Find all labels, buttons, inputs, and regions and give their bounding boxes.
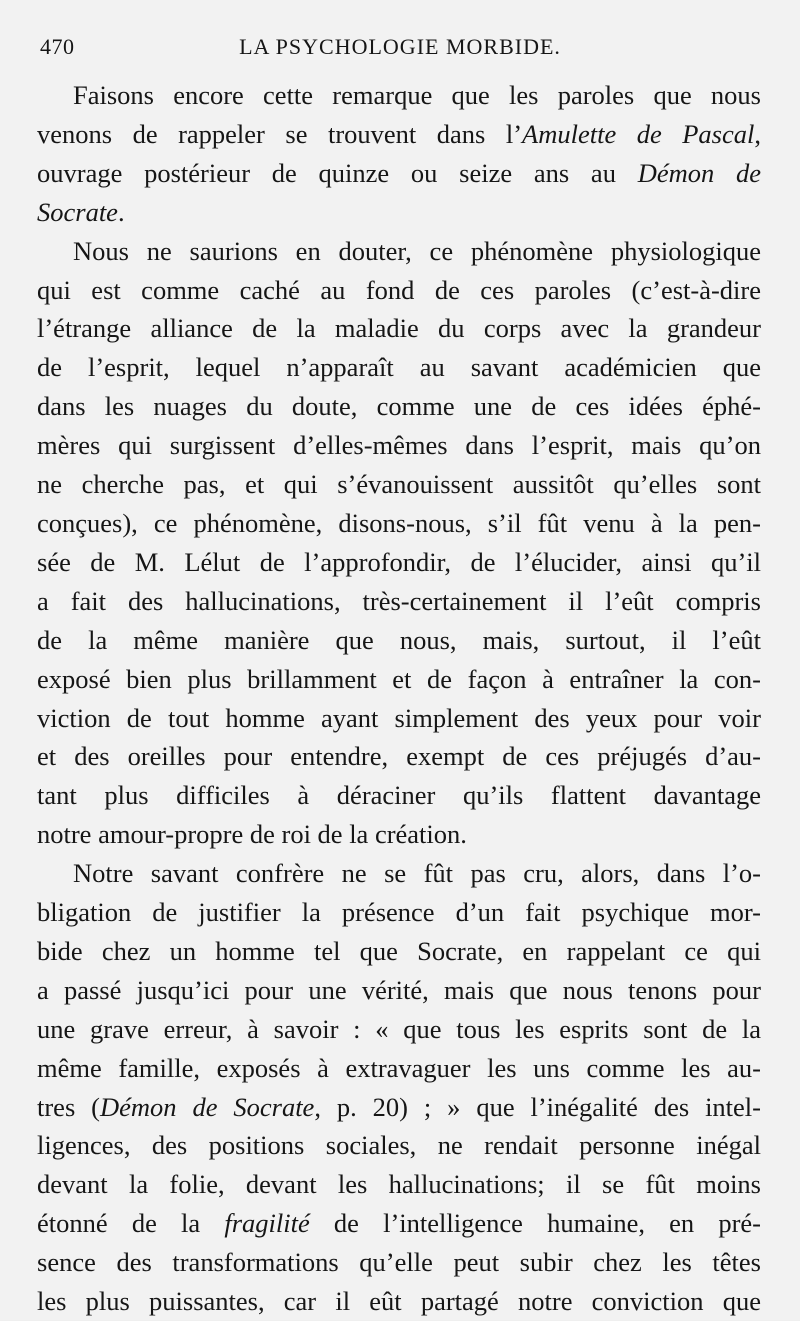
text-line: Faisons encore cette remarque que les paroles que nous [73, 80, 761, 110]
page-number: 470 [40, 34, 75, 59]
text-line: dans les nuages du doute, comme une de ces idées éphé- [37, 391, 761, 422]
paragraph [37, 76, 761, 232]
text-line: ne cherche pas, et qui s’évanouissent aussitôt qu’elles sont [37, 469, 761, 500]
text-line: tres (Démon de Socrate, p. 20) ; » que l’inégalité des intel- [37, 1091, 761, 1122]
text-line: Nous ne saurions en douter, ce phénomène physiologique [73, 235, 761, 266]
italic-title: fragilité [224, 1208, 310, 1239]
paragraph [37, 854, 761, 1321]
text-line: ligences, des positions sociales, ne rendait personne inégal [37, 1130, 761, 1161]
text-line: de la même manière que nous, mais, surtout, il l’eût [37, 624, 761, 655]
text-line: bligation de justifier la présence d’un fait psychique mor- [37, 897, 761, 928]
text-line: a passé jusqu’ici pour une vérité, mais que nous tenons pour [37, 974, 761, 1005]
text-line: ouvrage postérieur de quinze ou seize ans au Démon de [37, 157, 761, 188]
text-line: sée de M. Lélut de l’approfondir, de l’élucider, ainsi qu’il [37, 546, 761, 577]
text-line: Socrate. [37, 196, 125, 227]
text-line: exposé bien plus brillamment et de façon à entraîner la con- [37, 663, 761, 694]
italic-title: Démon de Socrate [100, 1091, 315, 1122]
text-line: venons de rappeler se trouvent dans l’Amulette de Pascal, [37, 118, 761, 149]
paragraph [37, 232, 761, 855]
text-line: une grave erreur, à savoir : « que tous les esprits sont de la [37, 1013, 761, 1044]
text-line: bide chez un homme tel que Socrate, en rappelant ce qui [37, 935, 761, 966]
running-head [0, 34, 800, 64]
text-line: qui est comme caché au fond de ces paroles (c’est-à-dire [37, 274, 761, 305]
italic-title: Amulette de Pascal [522, 118, 755, 149]
text-line: tant plus difficiles à déraciner qu’ils flattent davantage [37, 780, 761, 811]
text-line: sence des transformations qu’elle peut subir chez les têtes [37, 1247, 761, 1278]
text-line: notre amour-propre de roi de la création. [37, 819, 467, 850]
text-line: mères qui surgissent d’elles-mêmes dans l’esprit, mais qu’on [37, 430, 761, 461]
text-line: même famille, exposés à extravaguer les uns comme les au- [37, 1052, 761, 1083]
text-line: conçues), ce phénomène, disons-nous, s’il fût venu à la pen- [37, 507, 761, 538]
italic-title: Démon de [637, 157, 761, 188]
text-line: l’étrange alliance de la maladie du corps avec la grandeur [37, 313, 761, 344]
text-line: a fait des hallucinations, très-certainement il l’eût compris [37, 585, 761, 616]
body-text [37, 76, 761, 1321]
italic-title: Socrate [37, 196, 118, 227]
text-line: viction de tout homme ayant simplement des yeux pour voir [37, 702, 761, 733]
text-line: Notre savant confrère ne se fût pas cru, alors, dans l’o- [73, 858, 761, 889]
text-line: étonné de la fragilité de l’intelligence humaine, en pré- [37, 1208, 761, 1239]
text-line: devant la folie, devant les hallucinations; il se fût moins [37, 1169, 761, 1200]
running-title: LA PSYCHOLOGIE MORBIDE. [239, 34, 561, 59]
text-line: de l’esprit, lequel n’apparaît au savant académicien que [37, 352, 761, 383]
text-line: et des oreilles pour entendre, exempt de ces préjugés d’au- [37, 741, 761, 772]
text-line: les plus puissantes, car il eût partagé notre conviction que [37, 1286, 761, 1317]
